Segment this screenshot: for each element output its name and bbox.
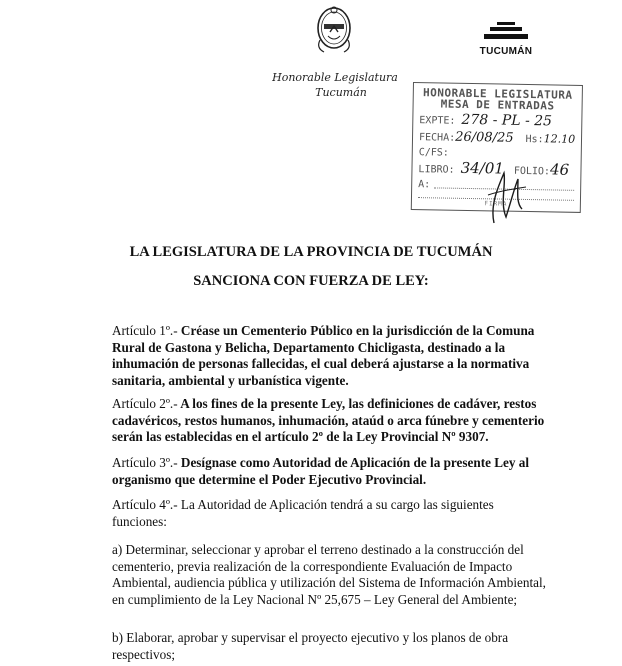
stamp-expte-label: EXPTE: (419, 115, 456, 127)
stamp-fecha-label: FECHA: (418, 132, 456, 144)
article-4-text: La Autoridad de Aplicación tendrá a su cargo las siguientes funciones: (112, 497, 494, 529)
province-logo-text: TUCUMÁN (479, 46, 533, 57)
stamp-expte-value: 278 - PL - 25 (461, 111, 553, 130)
institution-name (265, 70, 405, 100)
handwritten-signature-icon (460, 165, 540, 225)
stamp-title-1: HONORABLE LEGISLATURA (422, 86, 573, 102)
stamp-fecha-row (419, 129, 575, 147)
stamp-folio-label: FOLIO: (513, 165, 551, 178)
article-3 (112, 455, 552, 488)
stamp-hs-value: 12.10 (543, 132, 576, 146)
article-3-text: Desígnase como Autoridad de Aplicación de la presente Ley al organismo que determine el Poder Ejecutivo Provincial. (112, 455, 530, 487)
stamp-libro-value: 34/01 (460, 158, 505, 178)
article-3-label: Artículo 3º.- (112, 455, 178, 470)
stamp-a-label: A: (418, 179, 431, 191)
article-2-label: Artículo 2º.- (112, 396, 178, 411)
stamp-cfs-row (419, 147, 449, 159)
stamp-hs-label: Hs: (525, 133, 544, 146)
institution-line-1: Honorable Legislatura (272, 71, 398, 84)
stamp-fecha-value: 26/08/25 (455, 129, 514, 146)
stamp-a-row (418, 179, 430, 190)
law-heading: LA LEGISLATURA DE LA PROVINCIA DE TUCUMÁN (129, 244, 493, 260)
stamp-firma-label: FIRMA (484, 200, 508, 208)
article-1 (112, 323, 552, 389)
article-4-item-b: b) Elaborar, aprobar y supervisar el proyecto ejecutivo y los planos de obra respectivos; (112, 630, 509, 662)
article-1-label: Artículo 1º.- (112, 323, 178, 338)
article-4-label: Artículo 4º.- (112, 497, 178, 512)
article-4-item-a: a) Determinar, seleccionar y aprobar el terreno destinado a la construcción del cementerio, previa realización de la correspondiente Evaluación de Impacto Ambiental, audiencia pública y utilización del Sistema de Información Ambiental, en cumplimiento de la Ley Nacional Nº 25,675 – Ley General del Ambiente; (112, 542, 546, 607)
stamp-cfs-label: C/FS: (418, 147, 449, 159)
stamp-expte-row (419, 111, 552, 129)
legislature-seal-icon (314, 4, 354, 56)
article-2-text: A los fines de la presente Ley, las definiciones de cadáver, restos cadavéricos, restos humanos, inhumación, ataúd o arca fúnebre y cementerio serán las establecidas en el artículo 2º de la Ley Provincial Nº 9307. (112, 396, 545, 444)
stamp-title-2: MESA DE ENTRADAS (440, 97, 555, 113)
article-2 (112, 396, 552, 446)
institution-line-2: Tucumán (315, 86, 367, 99)
stamp-libro-label: LIBRO: (418, 164, 455, 176)
stamp-folio-value: 46 (549, 160, 570, 179)
article-1-text: Créase un Cementerio Público en la jurisdicción de la Comuna Rural de Gastona y Belicha, Departamento Chicligasta, destinado a la inhumación de personas fallecidas, el cual deberá ajustarse a la normativa sanitaria, ambiental y urbanística vigente. (112, 323, 535, 388)
article-4 (112, 497, 552, 530)
law-subheading: SANCIONA CON FUERZA DE LEY: (193, 273, 429, 289)
tucuman-logo-icon (484, 22, 528, 42)
